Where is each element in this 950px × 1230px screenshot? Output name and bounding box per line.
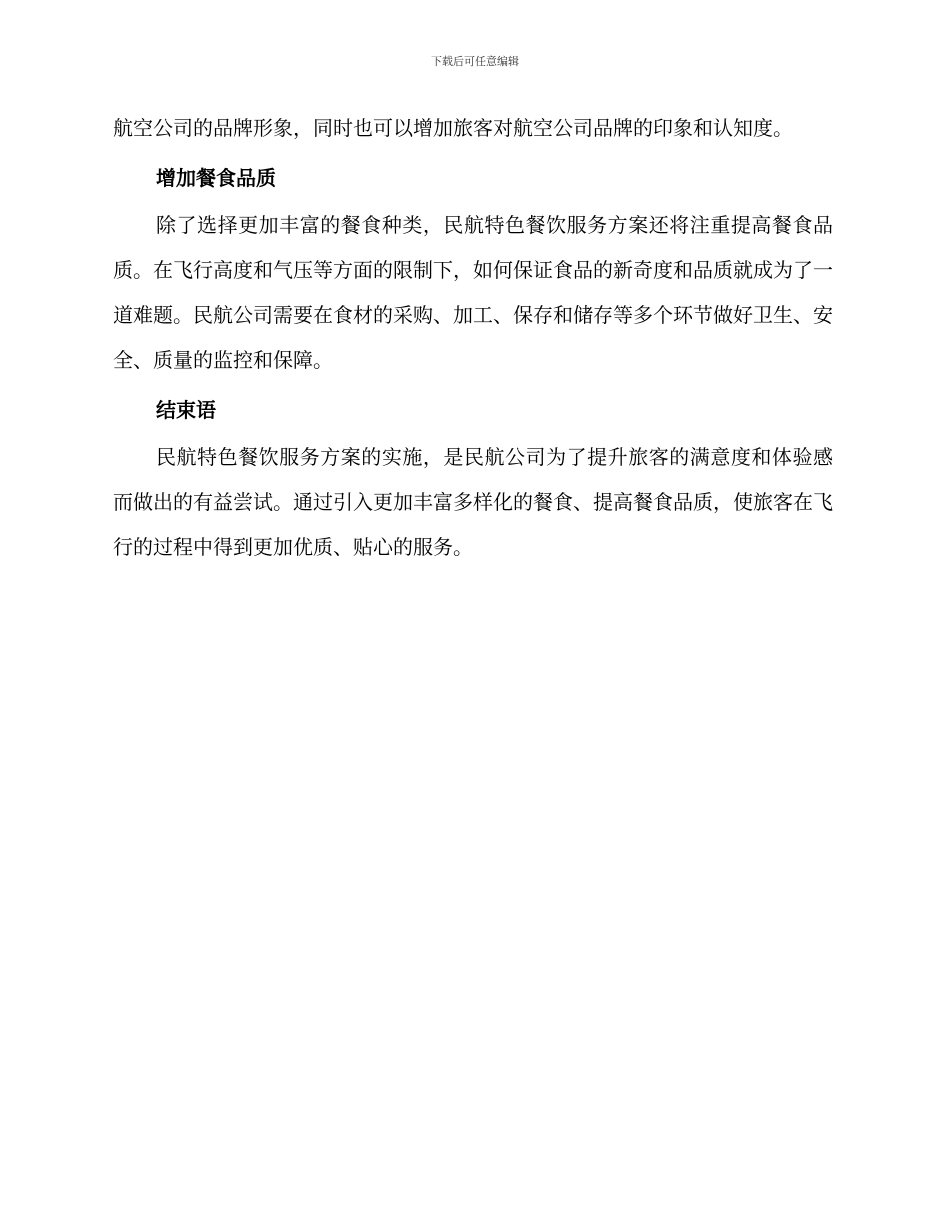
section-paragraph-conclusion: 民航特色餐饮服务方案的实施，是民航公司为了提升旅客的满意度和体验感而做出的有益尝试。通过引入更加丰富多样化的餐食、提高餐食品质，使旅客在飞行的过程中得到更加优质、贴心的服务。 <box>113 445 833 559</box>
page-header-note: 下载后可任意编辑 <box>431 55 519 68</box>
document-body <box>113 106 833 570</box>
intro-continuation-paragraph: 航空公司的品牌形象，同时也可以增加旅客对航空公司品牌的印象和认知度。 <box>113 116 793 140</box>
section-heading-meal-quality: 增加餐食品质 <box>156 166 276 190</box>
section-heading-conclusion: 结束语 <box>156 398 216 422</box>
section-paragraph-meal-quality: 除了选择更加丰富的餐食种类，民航特色餐饮服务方案还将注重提高餐食品质。在飞行高度和气压等方面的限制下，如何保证食品的新奇度和品质就成为了一道难题。民航公司需要在食材的采购、加工、保存和储存等多个环节做好卫生、安全、质量的监控和保障。 <box>113 213 833 372</box>
